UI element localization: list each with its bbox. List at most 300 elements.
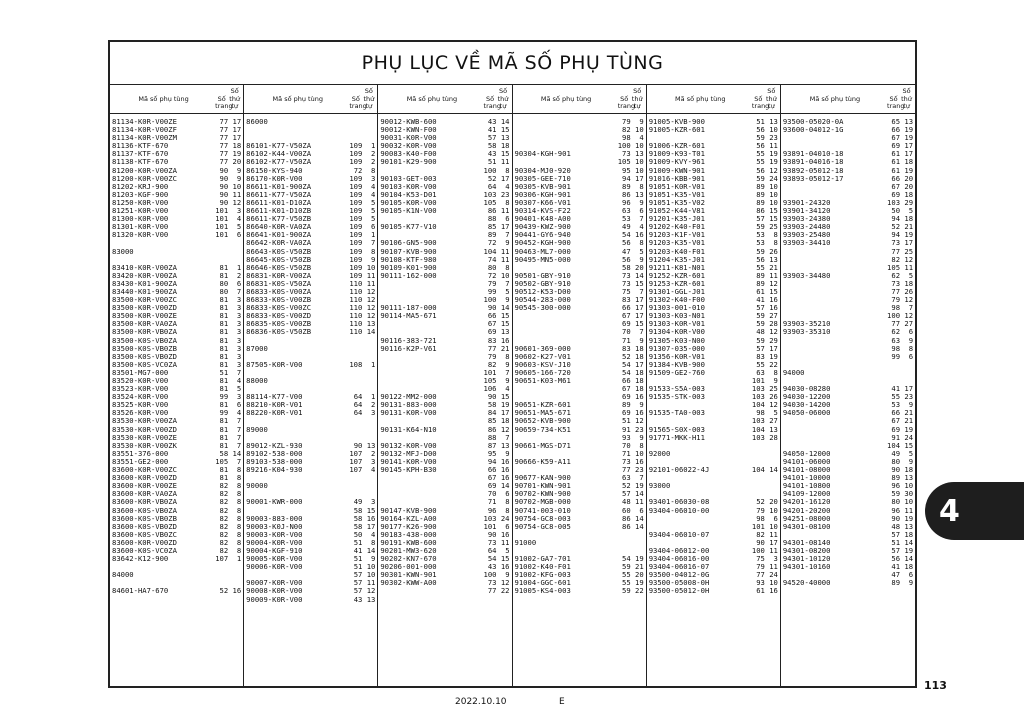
order-number-cell: 12 xyxy=(904,254,914,264)
part-number: 91535-TA0-003 xyxy=(648,409,705,418)
order-number-cell: 20 xyxy=(904,173,914,183)
order-number-cell: 17 xyxy=(232,125,242,135)
part-number: 94030-14200 xyxy=(782,401,831,410)
order-number-cell: 3 xyxy=(236,206,242,216)
page-title: PHỤ LỤC VỀ MÃ SỐ PHỤ TÙNG xyxy=(110,42,915,85)
order-number-cell: 16 xyxy=(769,586,778,596)
page-number-cell: 70 xyxy=(622,327,631,337)
order-number-cell: 5 xyxy=(908,270,914,280)
page-number-cell: 99 xyxy=(219,408,229,418)
page-number-cell: 61 xyxy=(891,165,901,175)
part-number: 83600-K0S-VB0ZD xyxy=(112,522,177,531)
order-number-cell: 3 xyxy=(371,456,376,466)
order-number-cell: 15 xyxy=(366,505,376,515)
order-number-cell: 6 xyxy=(639,206,644,216)
part-number: 90131-K64-N10 xyxy=(380,425,437,434)
part-number xyxy=(246,353,349,361)
order-number-cell: 8 xyxy=(639,238,644,248)
part-number: 91002-KFG-003 xyxy=(514,571,571,580)
part-number: 90502-GBY-910 xyxy=(514,279,571,288)
page-number-cell: 49 xyxy=(891,448,901,458)
part-number: 89000 xyxy=(246,425,268,434)
page-number-cell: 105 xyxy=(887,262,901,272)
table-row xyxy=(781,369,915,377)
order-number-cell: 13 xyxy=(635,189,644,199)
header-part-number: Mã số phụ tùng xyxy=(138,94,189,103)
order-number-cell: 29 xyxy=(904,197,914,207)
order-number-cell: 1 xyxy=(236,554,242,564)
page-number-cell: 59 xyxy=(756,173,765,183)
order-number-cell xyxy=(362,474,375,482)
part-number: 93500-05008-0H xyxy=(648,579,710,588)
table-row xyxy=(244,409,377,417)
part-number xyxy=(380,369,483,377)
order-number-cell: 13 xyxy=(769,424,778,434)
order-number-cell: 18 xyxy=(635,351,644,361)
page-number-cell: 79 xyxy=(891,295,901,305)
part-number xyxy=(380,482,483,490)
part-number: 83523-K0R-V00 xyxy=(112,385,169,394)
page-number-cell: 82 xyxy=(219,497,229,507)
part-number: 83600-K0R-V00ZE xyxy=(112,482,177,491)
part-number: 91005-KS4-003 xyxy=(514,587,571,596)
order-number-cell: 10 xyxy=(635,157,644,167)
page-number-cell: 55 xyxy=(891,392,901,402)
part-number xyxy=(649,401,752,409)
part-number: 94301-10120 xyxy=(782,555,831,564)
footer-code: E xyxy=(559,697,565,707)
part-number xyxy=(649,442,752,450)
table-row xyxy=(781,579,915,587)
order-number-cell: 6 xyxy=(773,513,778,523)
order-number-cell xyxy=(362,118,375,126)
page-number-cell: 47 xyxy=(622,246,631,256)
order-number-cell: 16 xyxy=(500,562,510,572)
part-number xyxy=(380,280,483,288)
part-number: 91051-K35-V01 xyxy=(648,190,705,199)
order-number-cell: 8 xyxy=(505,351,510,361)
page-number-cell: 90 xyxy=(219,165,229,175)
order-number-cell: 3 xyxy=(236,311,242,321)
page-number-cell: 90 xyxy=(219,181,229,191)
order-number-cell: 15 xyxy=(904,440,914,450)
page-number-cell: 81 xyxy=(219,359,229,369)
order-number-cell: 2 xyxy=(236,270,242,280)
order-number-cell: 12 xyxy=(366,286,376,296)
page-number-cell: 94 xyxy=(487,456,497,466)
order-number-cell: 8 xyxy=(505,497,510,507)
page-number-cell: 69 xyxy=(622,408,631,418)
part-number: 83500-K0S-VB0ZB xyxy=(112,344,177,353)
part-number: 91535-STK-003 xyxy=(648,393,705,402)
page-number-cell: 101 xyxy=(215,230,229,240)
part-number: 93404-06012-00 xyxy=(648,546,710,555)
page-number-cell: 98 xyxy=(756,513,765,523)
part-number: 84000 xyxy=(112,571,134,580)
page-number-cell: 110 xyxy=(349,319,363,329)
order-number-cell: 3 xyxy=(236,303,242,313)
order-number-cell: 17 xyxy=(500,222,510,232)
page-number-cell: 71 xyxy=(487,497,497,507)
order-number-cell: 17 xyxy=(904,149,914,159)
order-number-cell: 15 xyxy=(500,392,510,402)
table-row xyxy=(378,587,511,595)
part-number: 86150-KYS-940 xyxy=(246,166,303,175)
page-number-cell: 89 xyxy=(756,270,765,280)
part-number: 93903-24480 xyxy=(782,223,831,232)
part-number xyxy=(112,256,215,264)
order-number-cell: 15 xyxy=(500,554,510,564)
order-number-cell: 5 xyxy=(371,206,376,216)
page-number-cell: 82 xyxy=(219,489,229,499)
order-number-cell: 28 xyxy=(769,319,778,329)
table-row xyxy=(244,426,377,434)
part-number: 93903-25480 xyxy=(782,231,831,240)
part-number: 86170-K0R-V00 xyxy=(246,174,303,183)
page-number-cell: 64 xyxy=(353,392,363,402)
page-number-cell xyxy=(349,337,362,345)
part-number xyxy=(515,264,618,272)
page-number-cell: 82 xyxy=(756,529,765,539)
order-number-cell: 17 xyxy=(635,359,644,369)
page-number-cell: 49 xyxy=(622,222,631,232)
part-number: 90741-003-010 xyxy=(514,506,571,515)
part-number: 90003-883-000 xyxy=(246,514,303,523)
part-number: 90652-KVB-900 xyxy=(514,417,571,426)
order-number-cell: 13 xyxy=(769,117,778,126)
order-number-cell: 12 xyxy=(500,578,510,588)
header-page: Số trang xyxy=(617,94,636,110)
column-header xyxy=(513,84,646,114)
order-number-cell: 16 xyxy=(635,456,644,466)
page-number-cell: 101 xyxy=(215,214,229,224)
part-number: 83440-K01-900ZA xyxy=(112,287,177,296)
page-number-cell: 105 xyxy=(617,157,631,167)
page-number-cell: 57 xyxy=(353,570,363,580)
table-column xyxy=(110,84,244,688)
page-number-cell: 89 xyxy=(622,400,631,410)
page-number-cell: 70 xyxy=(487,489,497,499)
table-column xyxy=(647,84,781,688)
order-number-cell: 27 xyxy=(769,416,778,426)
page-number-cell: 99 xyxy=(219,392,229,402)
page-number-cell xyxy=(215,563,228,571)
order-number-cell: 8 xyxy=(236,473,242,483)
order-number-cell: 1 xyxy=(236,262,242,272)
part-number: 90104-K53-D01 xyxy=(380,190,437,199)
page-number-cell: 57 xyxy=(891,545,901,555)
page-number-cell: 108 xyxy=(349,359,363,369)
page-number-cell xyxy=(349,377,362,385)
order-number-cell: 17 xyxy=(232,117,242,126)
page-number-cell xyxy=(349,426,362,434)
part-number: 83530-K0R-V00ZE xyxy=(112,433,177,442)
part-number: 83500-K0S-VC0ZA xyxy=(112,360,177,369)
order-number-cell: 7 xyxy=(236,432,242,442)
part-number: 88220-K0R-V01 xyxy=(246,409,303,418)
page-number-cell: 71 xyxy=(622,335,631,345)
page-number-cell xyxy=(618,539,631,547)
order-number-cell: 7 xyxy=(505,278,510,288)
page-number-cell: 51 xyxy=(622,416,631,426)
page-number-cell: 52 xyxy=(622,351,631,361)
order-number-cell: 10 xyxy=(904,481,914,491)
part-number: 86000 xyxy=(246,118,268,126)
order-number-cell: 18 xyxy=(904,214,914,224)
order-number-cell: 25 xyxy=(769,384,778,394)
page-number-cell: 101 xyxy=(751,376,765,385)
order-number-cell: 13 xyxy=(635,149,644,159)
order-number-cell xyxy=(228,248,241,256)
order-number-cell xyxy=(765,450,778,458)
order-number-cell: 20 xyxy=(635,262,644,272)
order-number-cell: 24 xyxy=(904,432,914,442)
page-number-cell: 65 xyxy=(891,117,901,126)
part-number: 90495-MN5-000 xyxy=(514,255,571,264)
part-number: 90677-KAN-900 xyxy=(514,474,571,483)
part-number: 83600-K0R-V00ZD xyxy=(112,474,177,483)
page-number-cell xyxy=(752,474,765,482)
part-number xyxy=(246,507,349,515)
order-number-cell: 12 xyxy=(769,400,778,410)
part-number xyxy=(380,434,483,442)
part-number: 93903-35210 xyxy=(782,320,831,329)
page-number-cell: 53 xyxy=(756,230,765,240)
page-number-cell xyxy=(752,442,765,450)
page-number-cell: 51 xyxy=(353,562,363,572)
order-number-cell: 23 xyxy=(500,189,510,199)
page-number-cell: 56 xyxy=(756,141,765,151)
order-number-cell: 23 xyxy=(635,424,644,434)
page-number-cell: 81 xyxy=(219,432,229,442)
page-number-cell: 89 xyxy=(756,181,765,191)
page-number-cell: 82 xyxy=(219,521,229,531)
part-number: 83600-K0R-V00ZD xyxy=(112,538,177,547)
order-number-cell: 14 xyxy=(635,521,644,531)
part-number: 94050-12000 xyxy=(782,449,831,458)
page-number-cell: 54 xyxy=(622,230,631,240)
part-number: 86831-K0R-V00ZA xyxy=(246,271,312,280)
order-number-cell: 8 xyxy=(505,262,510,272)
part-number: 86835-K0S-V00ZB xyxy=(246,320,312,329)
part-number: 94201-20200 xyxy=(782,506,831,515)
page-number-cell xyxy=(752,450,765,458)
order-number-cell: 7 xyxy=(639,327,644,337)
part-number: 91303-001-010 xyxy=(648,304,705,313)
part-number: 83551-GE2-000 xyxy=(112,457,169,466)
order-number-cell: 8 xyxy=(236,481,242,491)
page-number-cell: 69 xyxy=(891,189,901,199)
page-number-cell: 61 xyxy=(891,149,901,159)
page-number-cell: 67 xyxy=(487,319,497,329)
page-number-cell: 66 xyxy=(487,465,497,475)
part-number: 89102-538-000 xyxy=(246,449,303,458)
order-number-cell: 19 xyxy=(232,149,242,159)
order-number-cell: 16 xyxy=(500,335,510,345)
order-number-cell: 26 xyxy=(904,286,914,296)
page-number-cell: 101 xyxy=(215,206,229,216)
page-number-cell: 67 xyxy=(622,384,631,394)
part-number: 83500-K0R-VA0ZA xyxy=(112,320,177,329)
page-number-cell: 61 xyxy=(891,157,901,167)
part-number: 94301-10160 xyxy=(782,563,831,572)
page-number-cell: 52 xyxy=(756,497,765,507)
table-row xyxy=(110,571,243,579)
part-number: 93901-34120 xyxy=(782,207,831,216)
part-number: 90109-K01-900 xyxy=(380,263,437,272)
part-number xyxy=(515,385,618,393)
part-number: 86611-K77-V50ZA xyxy=(246,190,312,199)
order-number-cell: 5 xyxy=(639,246,644,256)
table-row xyxy=(110,587,243,595)
order-number-cell: 5 xyxy=(236,384,242,394)
order-number-cell: 23 xyxy=(769,133,778,143)
page-number-cell: 73 xyxy=(622,149,631,159)
order-number-cell: 14 xyxy=(366,327,376,337)
order-number-cell: 28 xyxy=(769,432,778,442)
page-number-cell: 99 xyxy=(487,286,497,296)
parts-index-table xyxy=(108,40,917,688)
page-number-cell xyxy=(618,531,631,539)
order-number-cell: 9 xyxy=(639,254,644,264)
part-number xyxy=(783,288,887,296)
order-number-cell: 18 xyxy=(500,141,510,151)
page-number-cell: 55 xyxy=(756,149,765,159)
part-number: 86102-K44-V00ZA xyxy=(246,150,312,159)
page-number-cell: 66 xyxy=(891,125,901,135)
part-number: 90116-383-721 xyxy=(380,336,437,345)
order-number-cell: 3 xyxy=(236,359,242,369)
order-number-cell: 3 xyxy=(371,497,376,507)
order-number-cell: 7 xyxy=(639,473,644,483)
page-number-cell: 107 xyxy=(349,456,363,466)
page-number-cell: 90 xyxy=(891,465,901,475)
page-number-cell: 82 xyxy=(219,529,229,539)
table-row xyxy=(244,482,377,490)
page-number-cell: 81 xyxy=(219,270,229,280)
page-number-cell: 56 xyxy=(622,254,631,264)
order-number-cell: 11 xyxy=(500,206,510,216)
order-number-cell: 8 xyxy=(371,165,376,175)
page-number-cell: 41 xyxy=(487,125,497,135)
order-number-cell: 10 xyxy=(366,570,376,580)
part-number: 83600-K0S-VB0ZB xyxy=(112,514,177,523)
part-number: 83500-K0R-V00ZD xyxy=(112,304,177,313)
part-number: 91509-GE2-760 xyxy=(648,368,705,377)
page-number-cell: 87 xyxy=(487,440,497,450)
order-number-cell: 13 xyxy=(904,117,914,126)
order-number-cell: 10 xyxy=(232,181,242,191)
page-number-cell: 55 xyxy=(756,262,765,272)
order-number-cell: 12 xyxy=(904,295,914,305)
part-number: 86646-K0S-V50ZB xyxy=(246,263,312,272)
table-row xyxy=(110,239,243,247)
page-number-cell: 57 xyxy=(756,343,765,353)
page-number-cell: 100 xyxy=(483,295,497,305)
order-number-cell: 11 xyxy=(232,189,242,199)
page-number-cell: 64 xyxy=(353,408,363,418)
page-number-cell: 51 xyxy=(353,554,363,564)
page-number-cell: 77 xyxy=(219,117,229,126)
page-number-cell: 63 xyxy=(622,473,631,483)
page-number-cell: 63 xyxy=(622,206,631,216)
part-number: 90206-001-000 xyxy=(380,563,437,572)
part-number: 91384-KVB-900 xyxy=(648,360,705,369)
part-number: 90131-883-000 xyxy=(380,401,437,410)
page-number-cell: 57 xyxy=(622,489,631,499)
part-number xyxy=(783,191,887,199)
part-number: 86833-K0S-V00ZC xyxy=(246,304,312,313)
part-number: 94000 xyxy=(782,368,805,377)
order-number-cell: 14 xyxy=(769,465,778,475)
page-number-cell: 81 xyxy=(219,384,229,394)
table-column xyxy=(378,84,512,688)
part-number: 93401-06030-08 xyxy=(648,498,710,507)
part-number: 90114-MA5-671 xyxy=(380,312,437,321)
table-row xyxy=(244,369,377,377)
part-number: 91006-KZR-601 xyxy=(648,142,705,151)
page-number-cell: 85 xyxy=(487,416,497,426)
part-number: 81202-KRJ-900 xyxy=(112,182,169,191)
order-number-cell: 3 xyxy=(371,173,376,183)
part-number: 89216-K04-930 xyxy=(246,466,303,475)
page-number-cell: 80 xyxy=(891,497,901,507)
order-number-cell: 13 xyxy=(366,440,376,450)
page-number-cell: 64 xyxy=(487,545,497,555)
page-number-cell: 105 xyxy=(483,197,497,207)
part-number xyxy=(380,296,483,304)
page-number-cell: 104 xyxy=(887,440,901,450)
part-number xyxy=(246,385,349,393)
order-number-cell: 21 xyxy=(635,562,644,572)
part-number: 93892-05012-18 xyxy=(782,166,844,175)
order-number-cell: 23 xyxy=(635,465,644,475)
order-number-cell: 9 xyxy=(908,400,914,410)
part-number: 90202-KN7-670 xyxy=(380,555,437,564)
column-rows xyxy=(647,114,780,596)
order-number-cell: 13 xyxy=(904,473,914,483)
order-number-cell: 9 xyxy=(505,376,510,385)
order-number-cell: 11 xyxy=(769,529,778,539)
header-page: Số trang xyxy=(751,94,770,110)
page-number-cell: 110 xyxy=(349,327,363,337)
page-number-cell: 49 xyxy=(353,497,363,507)
part-number: 83420-K0R-V00ZA xyxy=(112,271,177,280)
order-number-cell: 4 xyxy=(371,189,376,199)
part-number: 83600-K0R-VB0ZA xyxy=(112,498,177,507)
order-number-cell: 10 xyxy=(769,189,778,199)
part-number: 83500-K0S-VB0ZD xyxy=(112,352,177,361)
part-number: 94109-12000 xyxy=(782,490,831,499)
page-number-cell: 48 xyxy=(756,327,765,337)
part-number: 93404-06010-00 xyxy=(648,506,710,515)
part-number xyxy=(515,434,618,442)
order-number-cell: 7 xyxy=(236,416,242,426)
page-number-cell: 58 xyxy=(353,521,363,531)
part-number: 83520-K0R-V00 xyxy=(112,377,169,385)
order-number-cell: 6 xyxy=(236,230,242,240)
order-number-cell: 15 xyxy=(500,149,510,159)
page-number-cell: 107 xyxy=(349,465,363,475)
order-number-cell: 8 xyxy=(236,465,242,475)
page-number-cell: 59 xyxy=(891,489,901,499)
order-number-cell: 14 xyxy=(904,554,914,564)
page-number-cell: 66 xyxy=(622,303,631,313)
part-number: 94201-16120 xyxy=(782,498,831,507)
order-number-cell: 17 xyxy=(635,295,644,305)
page-number-cell: 80 xyxy=(487,262,497,272)
table-row xyxy=(110,248,243,256)
